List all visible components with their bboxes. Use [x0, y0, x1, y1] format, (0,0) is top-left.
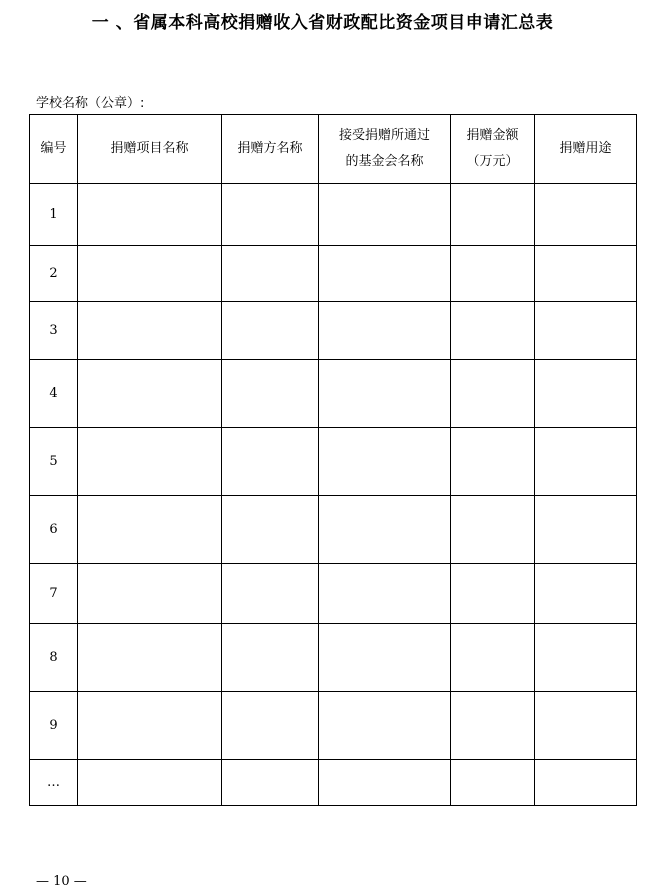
cell-donor-name: [222, 302, 319, 360]
cell-donor-name: [222, 760, 319, 806]
cell-donation-amount: [451, 624, 535, 692]
row-number: 1: [30, 184, 78, 246]
cell-donation-purpose: [535, 564, 637, 624]
row-number: 5: [30, 428, 78, 496]
header-donation-amount-line1: 捐赠金额: [466, 128, 519, 143]
cell-donation-amount: [451, 496, 535, 564]
table-row: [30, 184, 637, 246]
header-project-name-text: 捐赠项目名称: [110, 141, 189, 156]
cell-donation-purpose: [535, 760, 637, 806]
cell-foundation-name: [319, 624, 451, 692]
header-number: [30, 115, 78, 184]
cell-foundation-name: [319, 692, 451, 760]
row-number: 3: [30, 302, 78, 360]
cell-donation-amount: [451, 564, 535, 624]
cell-donor-name: [222, 360, 319, 428]
table-row: [30, 302, 637, 360]
table-row: [30, 496, 637, 564]
table-row: [30, 624, 637, 692]
cell-donation-purpose: [535, 428, 637, 496]
cell-donation-amount: [451, 246, 535, 302]
cell-project-name: [78, 564, 222, 624]
header-donor-name: [222, 115, 319, 184]
header-donation-purpose-text: 捐赠用途: [559, 141, 612, 156]
cell-project-name: [78, 496, 222, 564]
header-donation-purpose: [535, 115, 637, 184]
cell-donation-amount: [451, 184, 535, 246]
cell-donor-name: [222, 246, 319, 302]
cell-foundation-name: [319, 360, 451, 428]
cell-donor-name: [222, 184, 319, 246]
summary-table: [29, 114, 637, 806]
table-row: [30, 246, 637, 302]
cell-donor-name: [222, 428, 319, 496]
cell-foundation-name: [319, 184, 451, 246]
header-project-name: [78, 115, 222, 184]
cell-donation-purpose: [535, 360, 637, 428]
header-foundation-name: [319, 115, 451, 184]
header-donor-name-text: 捐赠方名称: [237, 141, 303, 156]
table-row: [30, 428, 637, 496]
header-number-text: 编号: [40, 141, 67, 156]
cell-donor-name: [222, 564, 319, 624]
cell-project-name: [78, 760, 222, 806]
cell-donation-purpose: [535, 496, 637, 564]
row-number: 2: [30, 246, 78, 302]
row-number: 7: [30, 564, 78, 624]
row-number: 8: [30, 624, 78, 692]
cell-donation-purpose: [535, 246, 637, 302]
cell-project-name: [78, 246, 222, 302]
row-number: 6: [30, 496, 78, 564]
cell-donor-name: [222, 624, 319, 692]
header-foundation-name-line2: 的基金会名称: [345, 154, 424, 169]
page-number: — 10 —: [36, 874, 87, 889]
header-donation-amount-line2: （万元）: [466, 154, 519, 169]
cell-donation-purpose: [535, 624, 637, 692]
cell-foundation-name: [319, 496, 451, 564]
cell-donation-amount: [451, 760, 535, 806]
table-row: [30, 360, 637, 428]
cell-foundation-name: [319, 564, 451, 624]
cell-donation-amount: [451, 692, 535, 760]
cell-donation-purpose: [535, 184, 637, 246]
table-row: [30, 760, 637, 806]
document-title: 一 、省属本科高校捐赠收入省财政配比资金项目申请汇总表: [91, 13, 554, 33]
cell-project-name: [78, 624, 222, 692]
table-header-row: [30, 115, 637, 184]
cell-foundation-name: [319, 428, 451, 496]
cell-donation-amount: [451, 428, 535, 496]
cell-project-name: [78, 360, 222, 428]
cell-donor-name: [222, 692, 319, 760]
cell-foundation-name: [319, 302, 451, 360]
cell-donation-purpose: [535, 302, 637, 360]
cell-project-name: [78, 302, 222, 360]
school-name-label: 学校名称（公章）:: [36, 96, 145, 111]
cell-project-name: [78, 692, 222, 760]
cell-donation-amount: [451, 302, 535, 360]
cell-foundation-name: [319, 760, 451, 806]
cell-project-name: [78, 184, 222, 246]
cell-foundation-name: [319, 246, 451, 302]
row-number: 4: [30, 360, 78, 428]
cell-donor-name: [222, 496, 319, 564]
table-row: [30, 564, 637, 624]
table-row: [30, 692, 637, 760]
header-donation-amount: [451, 115, 535, 184]
cell-donation-amount: [451, 360, 535, 428]
cell-donation-purpose: [535, 692, 637, 760]
header-foundation-name-line1: 接受捐赠所通过: [338, 128, 430, 143]
row-number: 9: [30, 692, 78, 760]
row-number: …: [30, 760, 78, 806]
cell-project-name: [78, 428, 222, 496]
